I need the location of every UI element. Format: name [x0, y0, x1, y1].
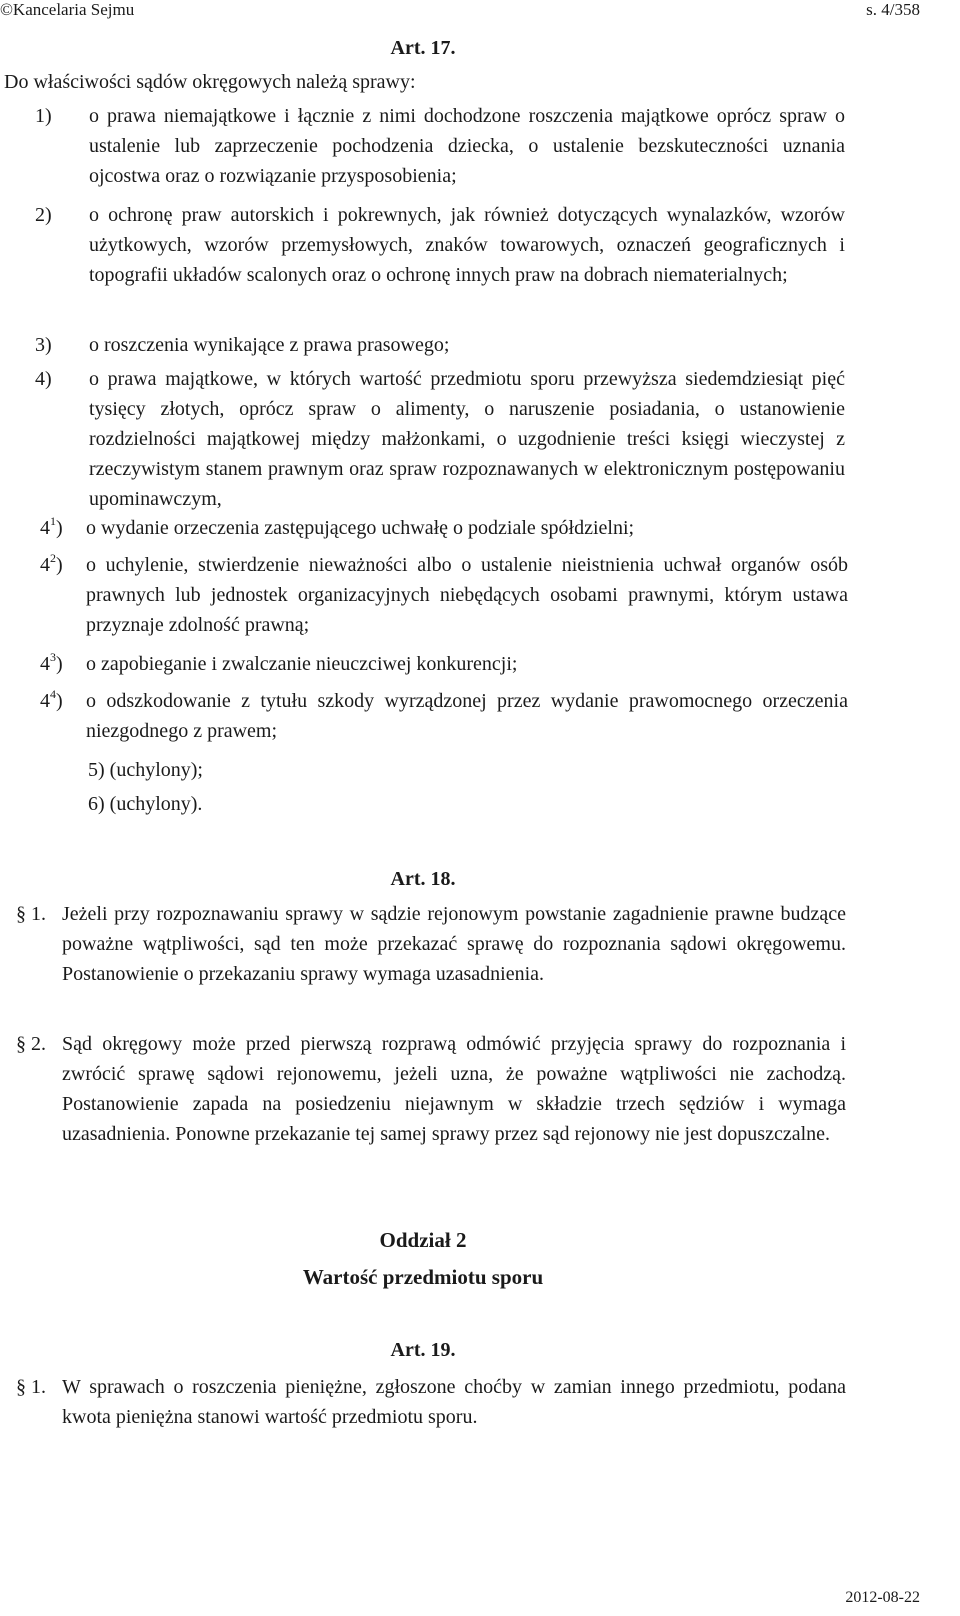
- repealed-item: 6) (uchylony).: [88, 793, 203, 815]
- sub-list-item-text: o uchylenie, stwierdzenie nieważności albo o ustalenie nieistnienia uchwał organów osób prawnych lub jednostek organizacyjnych niebędących osobami prawnymi, którym ustawa przyznaje zdolność prawną;: [86, 554, 848, 636]
- art-17-title: Art. 17.: [390, 37, 456, 59]
- paragraph: [16, 1029, 846, 1149]
- footer-date: 2012-08-22: [845, 1589, 920, 1606]
- paragraph-text: Sąd okręgowy może przed pierwszą rozprawą odmówić przyjęcia sprawy do rozpoznania i zwrócić sprawę sądowi rejonowemu, jeżeli uzna, że poważne wątpliwości nie zachodzą. Postanowienie zapada na posiedzeniu niejawnym w składzie trzech sędziów i wymaga uzasadnienia. Ponowne przekazanie tej samej sprawy przez sąd rejonowy nie jest dopuszczalne.: [62, 1033, 846, 1145]
- section-title: Wartość przedmiotu sporu: [302, 1265, 544, 1289]
- list-item-label: 3): [35, 334, 52, 356]
- sub-list-item-label: $4^1$): [40, 514, 63, 539]
- art-19-title: Art. 19.: [390, 1339, 456, 1361]
- sub-list-item-label: $4^4$): [40, 687, 63, 712]
- list-item-label: 4): [35, 368, 52, 390]
- paragraph-text: W sprawach o roszczenia pieniężne, zgłoszone choćby w zamian innego przedmiotu, podana kwota pieniężna stanowi wartość przedmiotu sporu.: [62, 1376, 846, 1428]
- sub-list-item: [40, 686, 848, 746]
- list-item: [35, 364, 845, 514]
- sub-list-item-label: $4^3$): [40, 650, 63, 675]
- header-copyright: ©Kancelaria Sejmu: [0, 0, 135, 19]
- section-heading: Oddział 2: [379, 1228, 467, 1252]
- sub-list-item: [40, 513, 848, 543]
- sub-list-item-text: o wydanie orzeczenia zastępującego uchwałę o podziale spółdzielni;: [86, 517, 635, 539]
- paragraph: [16, 899, 846, 989]
- paragraph: [16, 1372, 846, 1432]
- list-item-text: o prawa majątkowe, w których wartość przedmiotu sporu przewyższa siedemdziesiąt pięć tysięcy złotych, oprócz spraw o alimenty, o naruszenie posiadania, o ustanowienie rozdzielności majątkowej między małżonkami, o uzgodnienie treści księgi wieczystej z rzeczywistym stanem prawnym oraz spraw rozpoznawanych w elektronicznym postępowaniu upominawczym,: [89, 368, 845, 510]
- sub-list-item: [40, 649, 848, 679]
- list-item-label: 2): [35, 204, 52, 226]
- list-item-text: o roszczenia wynikające z prawa prasowego;: [89, 334, 450, 356]
- list-item-label: 1): [35, 105, 52, 127]
- list-item: [35, 200, 845, 290]
- paragraph-label: § 1.: [16, 903, 46, 925]
- list-item-text: o prawa niemajątkowe i łącznie z nimi dochodzone roszczenia majątkowe oprócz spraw o ustalenie lub zaprzeczenie pochodzenia dziecka, o ustalenie bezskuteczności uznania ojcostwa oraz o rozwiązanie przysposobienia;: [89, 105, 845, 187]
- art-17-intro: Do właściwości sądów okręgowych należą sprawy:: [4, 71, 416, 93]
- paragraph-label: § 1.: [16, 1376, 46, 1398]
- repealed-item: 5) (uchylony);: [88, 759, 203, 781]
- paragraph-text: Jeżeli przy rozpoznawaniu sprawy w sądzie rejonowym powstanie zagadnienie prawne budzące poważne wątpliwości, sąd ten może przekazać sprawę do rozpoznania sądowi okręgowemu. Postanowienie o przekazaniu sprawy wymaga uzasadnienia.: [62, 903, 846, 985]
- page-number: s. 4/358: [866, 0, 920, 19]
- sub-list-item: [40, 550, 848, 640]
- list-item-text: o ochronę praw autorskich i pokrewnych, jak również dotyczących wynalazków, wzorów użytkowych, wzorów przemysłowych, znaków towarowych, oznaczeń geograficznych i topografii układów scalonych oraz o ochronę innych praw na dobrach niematerialnych;: [89, 204, 845, 286]
- list-item: [35, 330, 845, 360]
- list-item: [35, 101, 845, 191]
- sub-list-item-text: o zapobieganie i zwalczanie nieuczciwej konkurencji;: [86, 653, 518, 675]
- sub-list-item-label: $4^2$): [40, 551, 63, 576]
- paragraph-label: § 2.: [16, 1033, 46, 1055]
- sub-list-item-text: o odszkodowanie z tytułu szkody wyrządzonej przez wydanie prawomocnego orzeczenia niezgodnego z prawem;: [86, 690, 848, 742]
- art-18-title: Art. 18.: [390, 868, 456, 890]
